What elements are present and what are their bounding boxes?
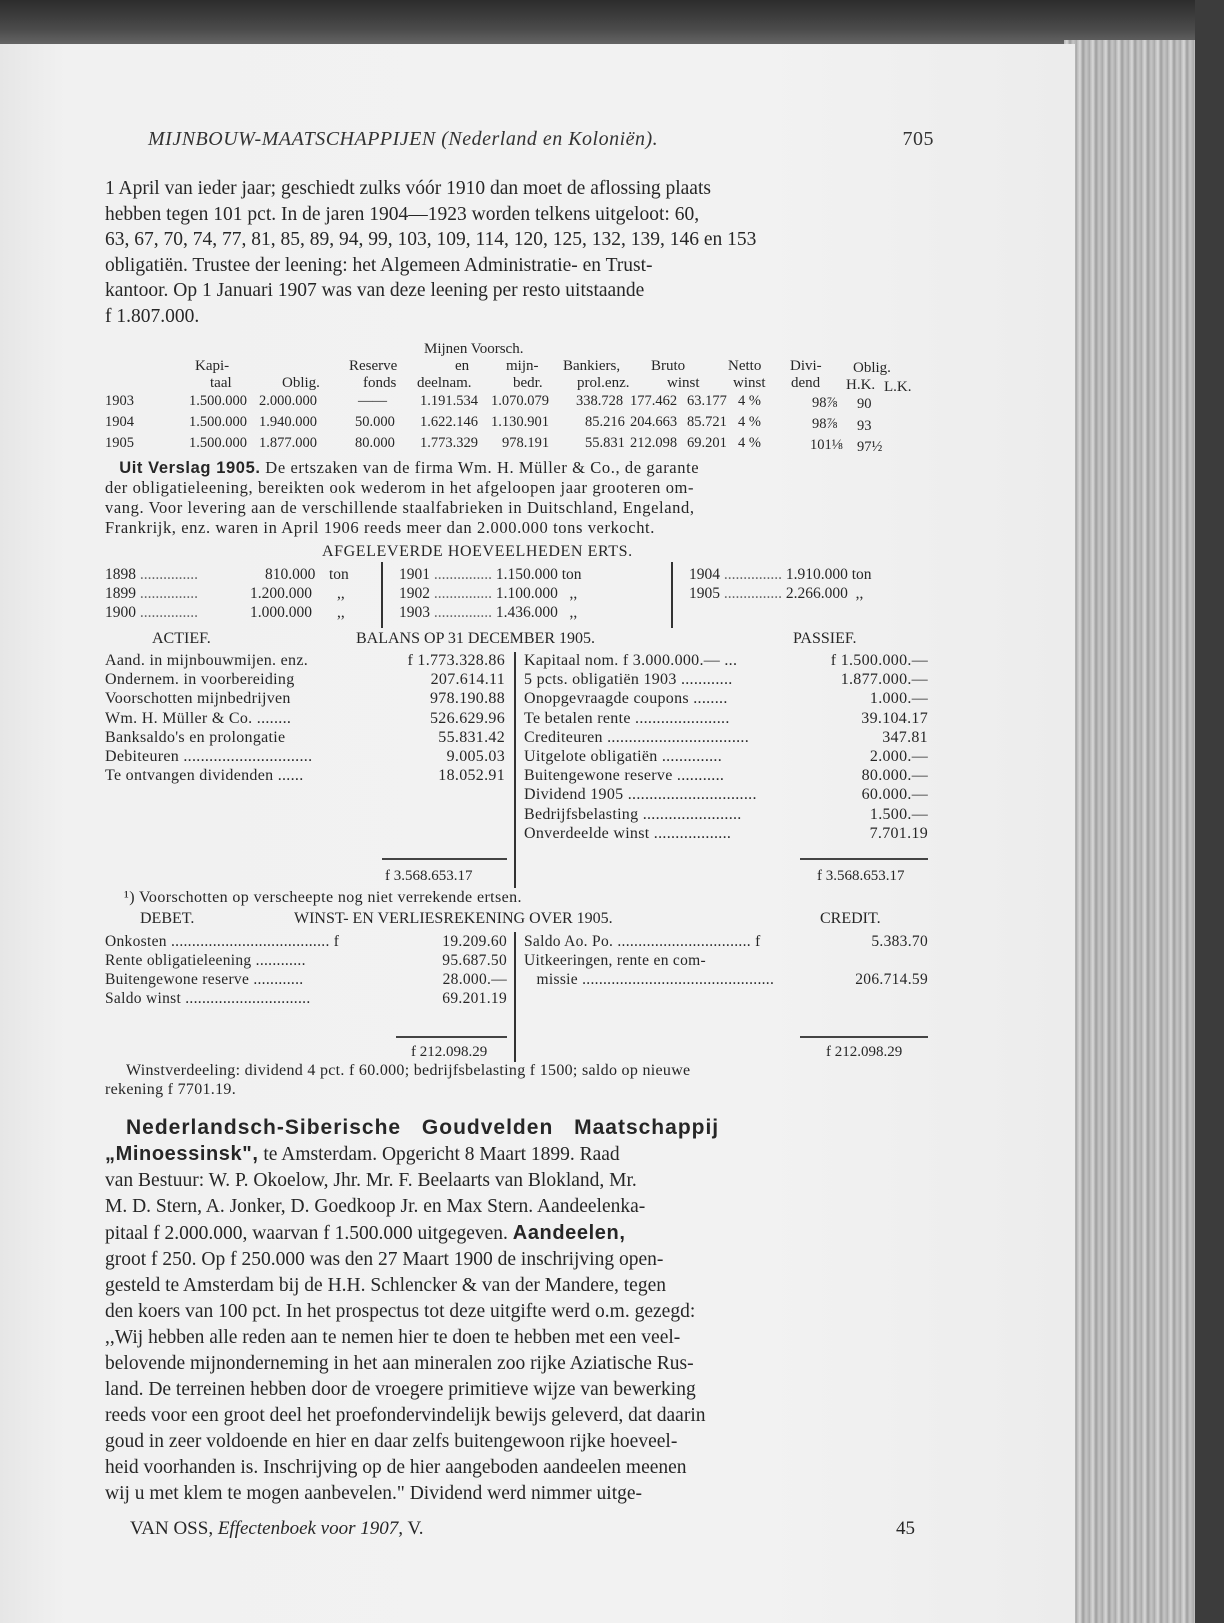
footer-volume: V.	[407, 1518, 424, 1539]
table-header: en	[455, 358, 470, 374]
balance-row: Aand. in mijnbouwmijen. enz. f 1.773.328.86	[105, 652, 505, 669]
total-rule	[800, 1036, 928, 1038]
company-name-2: „Minoessinsk",	[105, 1143, 259, 1165]
table-header: H.K.	[846, 377, 876, 393]
ore-row: 1898 ............... 810.000 ton	[105, 566, 349, 583]
table-cell: 338.728	[576, 393, 624, 409]
book-cover-edge	[1195, 0, 1224, 1623]
column-divider	[381, 562, 383, 628]
balance-row: Voorschotten mijnbedrijven 978.190.88	[105, 690, 505, 708]
credit-title: CREDIT.	[820, 910, 881, 927]
column-divider	[671, 562, 673, 628]
pl-row: missie .............................................. 206.714.59	[524, 971, 928, 988]
table-header: prol.enz.	[577, 375, 630, 391]
balance-title: BALANS OP 31 DECEMBER 1905.	[356, 630, 595, 647]
table-cell: 63.177	[687, 393, 727, 409]
table-header: Oblig.	[853, 360, 891, 376]
table-header: mijn-	[506, 358, 539, 374]
passief-title: PASSIEF.	[793, 630, 857, 647]
table-header: winst	[667, 375, 700, 391]
company-line: wij u met klem te mogen aanbevelen." Dividend werd nimmer uitge-	[105, 1483, 643, 1504]
table-cell: 85.216	[585, 414, 625, 430]
table-cell-year: 1904	[105, 414, 134, 430]
table-cell: 93	[857, 418, 872, 434]
balance-row: Onverdeelde winst .................. 7.701.19	[524, 824, 928, 842]
table-cell: 4 %	[738, 435, 761, 451]
ore-title: AFGELEVERDE HOEVEELHEDEN ERTS.	[322, 543, 633, 560]
balance-row: 5 pcts. obligatiën 1903 ............ 1.877.000.—	[524, 671, 928, 689]
balance-row: Onopgevraagde coupons ........ 1.000.—	[524, 690, 928, 708]
balance-row: Crediteuren ................................. 347.81	[524, 728, 928, 746]
table-header: bedr.	[513, 375, 543, 391]
ore-row: 1902 ............... 1.100.000 ,,	[399, 585, 578, 602]
balance-row: Bedrijfsbelasting ....................... 1.500.—	[524, 805, 928, 823]
pl-row: Buitengewone reserve ............ 28.000.—	[105, 971, 507, 988]
intro-line: f 1.807.000.	[105, 305, 200, 327]
ore-row: 1900 ............... 1.000.000 ,,	[105, 604, 345, 621]
table-cell: 1.500.000	[189, 435, 247, 451]
verslag-line: Uit Verslag 1905. De ertszaken van de firma Wm. H. Müller & Co., de garante	[119, 458, 700, 477]
table-cell: 1.877.000	[259, 435, 317, 451]
intro-line: kantoor. Op 1 Januari 1907 was van deze leening per resto uitstaande	[105, 280, 645, 301]
table-cell-year: 1903	[105, 393, 134, 409]
aandeelen-label: Aandeelen,	[512, 1222, 626, 1244]
company-line: van Bestuur: W. P. Okoelow, Jhr. Mr. F. Beelaarts van Blokland, Mr.	[105, 1170, 637, 1191]
balance-row: Wm. H. Müller & Co. ........ 526.629.96	[105, 709, 505, 727]
running-title: MIJNBOUW-MAATSCHAPPIJEN (Nederland en Koloniën).	[148, 128, 659, 150]
company-line: goud in zeer voldoende en hier en daar zelfs buitengewoon rijke hoeveel-	[105, 1431, 678, 1452]
table-cell: 1.191.534	[420, 393, 478, 409]
total-rule	[382, 858, 507, 860]
total-rule	[396, 1036, 507, 1038]
table-cell: 1.070.079	[491, 393, 549, 409]
balance-row: Ondernem. in voorbereiding 207.614.11	[105, 671, 505, 689]
company-line: groot f 250. Op f 250.000 was den 27 Maart 1900 de inschrijving open-	[105, 1249, 664, 1270]
book-top-shadow	[0, 0, 1224, 48]
table-header: Divi-	[790, 358, 822, 374]
page-footer	[130, 1518, 423, 1540]
balance-row: Kapitaal nom. f 3.000.000.— ... f 1.500.000.—	[524, 652, 928, 669]
table-header: fonds	[363, 375, 397, 391]
company-line: land. De terreinen hebben door de vroegere primitieve wijze van bewerking	[105, 1379, 696, 1400]
balance-row: Dividend 1905 .............................. 60.000.—	[524, 786, 928, 804]
balance-row: Debiteuren .............................. 9.005.03	[105, 747, 505, 765]
balance-row: Uitgelote obligatiën .............. 2.000.—	[524, 747, 928, 765]
table-header: dend	[791, 375, 821, 391]
table-cell-year: 1905	[105, 435, 134, 451]
page-edges	[1064, 40, 1214, 1623]
pl-divider	[514, 932, 516, 1062]
actief-title: ACTIEF.	[152, 630, 211, 647]
pl-row: Rente obligatieleening ............ 95.687.50	[105, 952, 507, 969]
intro-paragraph	[105, 176, 937, 329]
balance-row: Buitengewone reserve ........... 80.000.—	[524, 767, 928, 785]
balance-row: Te betalen rente ...................... 39.104.17	[524, 709, 928, 727]
page-number: 705	[902, 128, 934, 150]
running-header	[148, 128, 938, 151]
pl-total-right: f 212.098.29	[826, 1044, 903, 1060]
signature-number: 45	[896, 1518, 915, 1539]
balance-total-right: f 3.568.653.17	[817, 868, 905, 884]
footer-book-title: Effectenboek voor 1907,	[217, 1518, 404, 1539]
table-cell: 177.462	[630, 393, 678, 409]
total-rule	[800, 858, 928, 860]
profit-distribution: Winstverdeeling: dividend 4 pct. f 60.000; bedrijfsbelasting f 1500; saldo op nieuwe rekening f 7701.19.	[105, 1062, 691, 1098]
pl-total-left: f 212.098.29	[411, 1044, 488, 1060]
table-cell: 50.000	[355, 414, 395, 430]
table-header: winst	[733, 375, 766, 391]
table-cell: ——	[358, 393, 387, 409]
balance-row: Banksaldo's en prolongatie 55.831.42	[105, 728, 505, 746]
table-cell: 4 %	[738, 414, 761, 430]
intro-line: 63, 67, 70, 74, 77, 81, 85, 89, 94, 99, 103, 109, 114, 120, 125, 132, 139, 146 en 153	[105, 229, 757, 250]
footnote: ¹) Voorschotten op verscheepte nog niet verrekende ertsen.	[124, 889, 522, 906]
intro-line: 1 April van ieder jaar; geschiedt zulks vóór 1910 dan moet de aflossing plaats	[105, 178, 711, 199]
table-header: Oblig.	[282, 375, 320, 391]
company-line: M. D. Stern, A. Jonker, D. Goedkoop Jr. en Max Stern. Aandeelenka-	[105, 1196, 646, 1217]
table-cell: 2.000.000	[259, 393, 317, 409]
table-cell: 90	[857, 396, 872, 412]
credit-list	[524, 932, 928, 989]
intro-line: hebben tegen 101 pct. In de jaren 1904—1923 worden telkens uitgeloot: 60,	[105, 203, 700, 225]
table-header: Bruto	[651, 358, 686, 374]
company-name: Nederlandsch-Siberische Goudvelden Maatschappij	[126, 1116, 720, 1139]
table-header: Mijnen Voorsch.	[424, 341, 524, 357]
table-cell: 80.000	[355, 435, 395, 451]
pl-row: Uitkeeringen, rente en com-	[524, 952, 706, 969]
company-line: den koers van 100 pct. In het prospectus tot deze uitgifte werd o.m. gezegd:	[105, 1301, 696, 1322]
table-header: Reserve	[349, 358, 398, 374]
verslag-line: vang. Voor levering aan de verschillende staalfabrieken in Duitschland, Engeland,	[105, 498, 695, 517]
company-line: gesteld te Amsterdam bij de H.H. Schlencker & van der Mandere, tegen	[105, 1275, 666, 1296]
pl-row: Onkosten ...................................... f 19.209.60	[105, 933, 507, 950]
table-cell: 85.721	[687, 414, 727, 430]
company-entry	[105, 1115, 937, 1507]
debet-list	[105, 932, 507, 1008]
table-cell: 101⅛	[810, 437, 843, 453]
actief-list	[105, 651, 505, 785]
table-cell: 1.622.146	[420, 414, 478, 430]
table-cell: 98⅞	[812, 395, 838, 411]
table-cell: 69.201	[687, 435, 727, 451]
verslag-line: Frankrijk, enz. waren in April 1906 reeds meer dan 2.000.000 tons verkocht.	[105, 518, 655, 537]
table-cell: 978.191	[502, 435, 550, 451]
table-cell: 1.500.000	[189, 393, 247, 409]
debet-title: DEBET.	[140, 910, 195, 927]
company-line: heid voorhanden is. Inschrijving op de hier aangeboden aandeelen meenen	[105, 1457, 687, 1478]
table-cell: 204.663	[630, 414, 678, 430]
table-header: taal	[210, 375, 232, 391]
pl-row: Saldo winst .............................. 69.201.19	[105, 990, 507, 1007]
table-cell: 1.773.329	[420, 435, 478, 451]
passief-list	[524, 651, 928, 843]
table-header: Netto	[728, 358, 762, 374]
ore-row: 1901 ............... 1.150.000 ton	[399, 566, 582, 583]
pl-title: WINST- EN VERLIESREKENING OVER 1905.	[294, 910, 613, 927]
verslag-label: Uit Verslag 1905.	[119, 459, 261, 477]
table-header: Kapi-	[195, 358, 230, 374]
balance-divider	[514, 652, 516, 888]
ore-row: 1905 ............... 2.266.000 ,,	[689, 585, 864, 602]
table-cell: 97½	[857, 439, 883, 455]
intro-line: obligatiën. Trustee der leening: het Algemeen Administratie- en Trust-	[105, 254, 653, 276]
company-line: reeds voor een groot deel het proefondervindelijk bewijs geleverd, dat daarin	[105, 1405, 706, 1426]
balance-row: Te ontvangen dividenden ...... 18.052.91	[105, 767, 505, 785]
table-cell: 1.940.000	[259, 414, 317, 430]
company-line: „Minoessinsk", te Amsterdam. Opgericht 8 Maart 1899. Raad	[105, 1143, 620, 1165]
company-line: belovende mijnonderneming in het aan mineralen zoo rijke Aziatische Rus-	[105, 1353, 694, 1374]
table-cell: 55.831	[585, 435, 625, 451]
balance-total-left: f 3.568.653.17	[385, 868, 473, 884]
ore-row: 1904 ............... 1.910.000 ton	[689, 566, 872, 583]
verslag-line: der obligatieleening, bereikten ook wederom in het afgeloopen jaar grooteren om-	[105, 478, 695, 497]
table-cell: 1.500.000	[189, 414, 247, 430]
table-cell: 1.130.901	[491, 414, 549, 430]
company-line: pitaal f 2.000.000, waarvan f 1.500.000 uitgegeven. Aandeelen,	[105, 1222, 626, 1244]
pl-row: Saldo Ao. Po. ................................ f 5.383.70	[524, 933, 928, 950]
ore-row: 1903 ............... 1.436.000 ,,	[399, 604, 578, 621]
table-cell: 98⅞	[812, 416, 838, 432]
company-line: ,,Wij hebben alle reden aan te nemen hier te doen te hebben met een veel-	[105, 1327, 681, 1348]
table-cell: 212.098	[630, 435, 678, 451]
ore-row: 1899 ............... 1.200.000 ,,	[105, 585, 345, 602]
table-cell: 4 %	[738, 393, 761, 409]
table-header: L.K.	[884, 379, 912, 395]
footer-author: VAN OSS,	[130, 1518, 214, 1539]
table-header: Bankiers,	[563, 358, 621, 374]
table-header: deelnam.	[417, 375, 472, 391]
verslag-paragraph	[105, 458, 937, 538]
